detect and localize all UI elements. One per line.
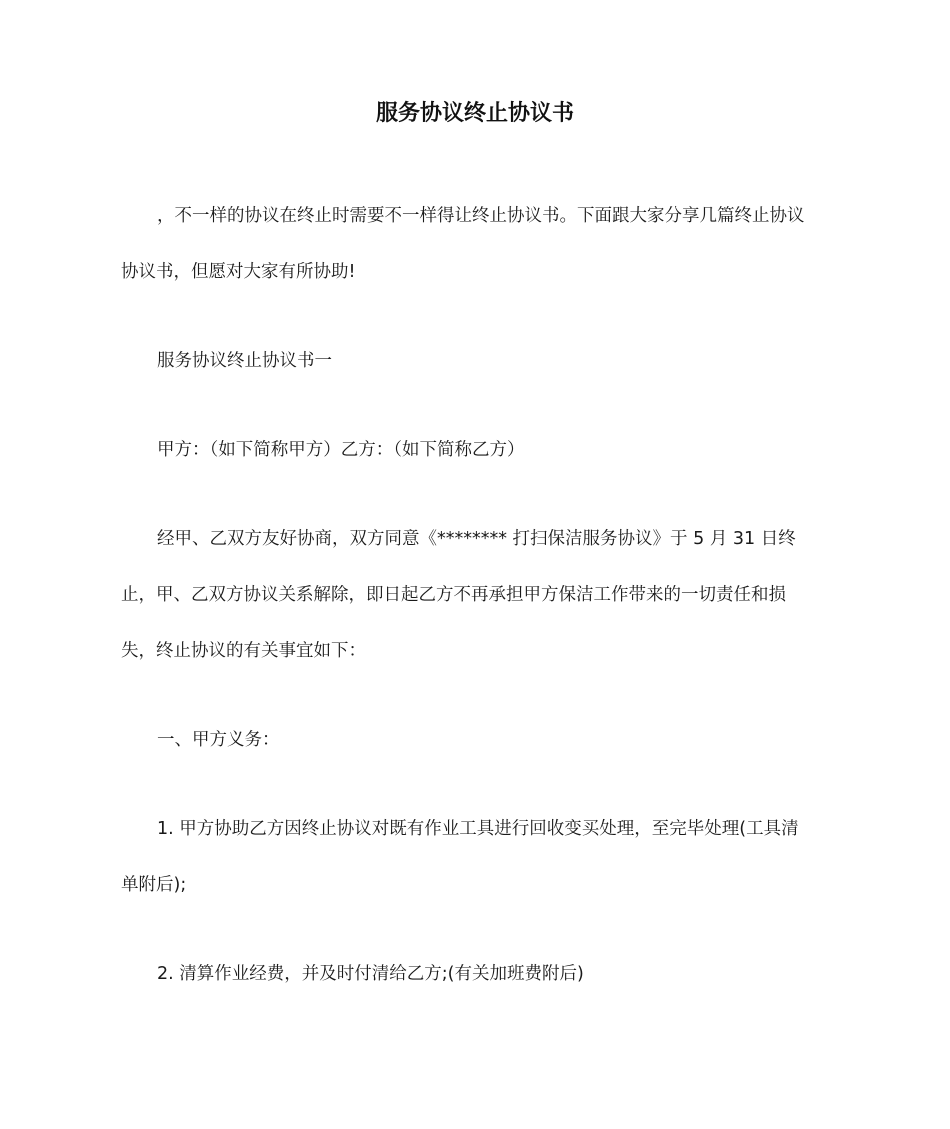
obligations-heading: 一、甲方义务： bbox=[157, 730, 280, 750]
obligation-item-2: 2. 清算作业经费，并及时付清给乙方;(有关加班费附后) bbox=[157, 964, 584, 984]
intro-line-2: 协议书，但愿对大家有所协助! bbox=[121, 262, 356, 282]
agreement-line-2: 止，甲、乙双方协议关系解除，即日起乙方不再承担甲方保洁工作带来的一切责任和损 bbox=[121, 585, 786, 605]
agreement-line-3: 失，终止协议的有关事宜如下： bbox=[121, 641, 366, 661]
document-title: 服务协议终止协议书 bbox=[375, 101, 574, 126]
parties-line: 甲方：（如下简称甲方）乙方：（如下简称乙方） bbox=[157, 440, 525, 460]
section-heading: 服务协议终止协议书一 bbox=[157, 351, 332, 371]
agreement-line-1: 经甲、乙双方友好协商，双方同意《******** 打扫保洁服务协议》于 5 月 31 日终 bbox=[157, 529, 796, 549]
intro-line-1: ，不一样的协议在终止时需要不一样得让终止协议书。下面跟大家分享几篇终止协议 bbox=[157, 206, 805, 226]
obligation-item-1-line-1: 1. 甲方协助乙方因终止协议对既有作业工具进行回收变买处理，至完毕处理(工具清 bbox=[157, 819, 799, 839]
obligation-item-1-line-2: 单附后); bbox=[121, 875, 187, 895]
